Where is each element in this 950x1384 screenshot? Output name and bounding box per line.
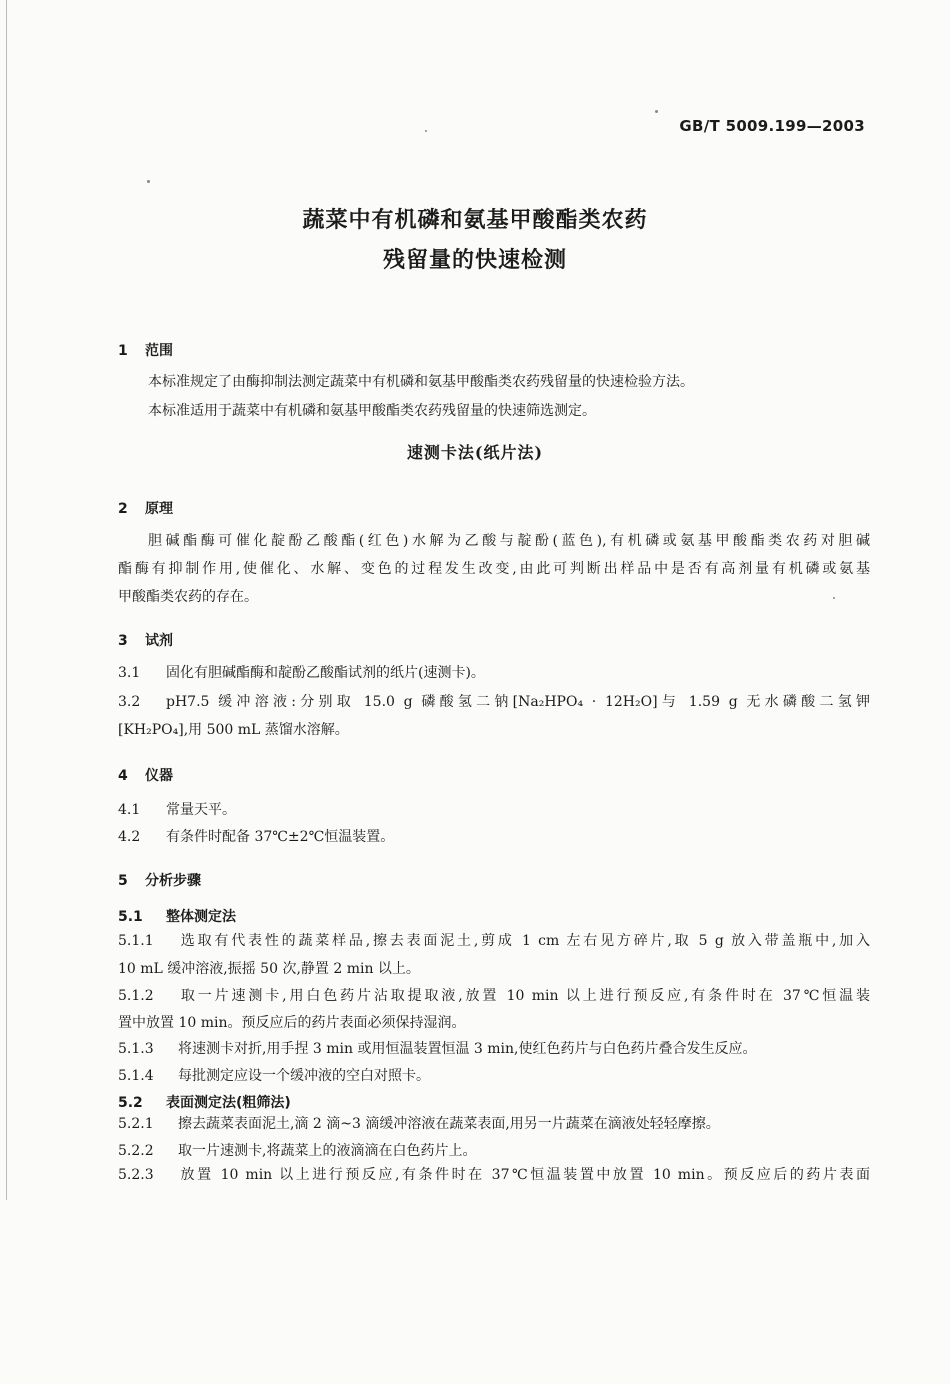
principle-line-1: 胆碱酯酶可催化靛酚乙酸酯(红色)水解为乙酸与靛酚(蓝色),有机磷或氨基甲酸酯类农药对胆碱 (148, 533, 870, 549)
clause-5-2-3 (118, 1165, 870, 1185)
section-title: 原理 (145, 501, 173, 517)
standard-number: GB/T 5009.199—2003 (679, 117, 865, 135)
scan-speck (833, 597, 835, 599)
clause-number: 5.1.1 (118, 933, 154, 949)
document-title-line1: 蔬菜中有机磷和氨基甲酸酯类农药 (302, 208, 648, 233)
clause-5-1-3 (118, 1039, 757, 1059)
clause-5-1-1-line-2: 10 mL 缓冲溶液,振摇 50 次,静置 2 min 以上。 (118, 961, 420, 977)
section-title: 分析步骤 (145, 873, 201, 889)
clause-3-1 (118, 663, 485, 683)
section-number: 3 (118, 633, 128, 649)
scan-edge-line (6, 0, 7, 1200)
clause-4-1 (118, 800, 236, 820)
clause-text: pH7.5 缓冲溶液:分别取 15.0 g 磷酸氢二钠[Na₂HPO₄ · 12H₂O]与 1.59 g 无水磷酸二氢钾 (166, 694, 870, 710)
clause-5-2-1 (118, 1114, 720, 1134)
section-3-heading (118, 630, 173, 650)
clause-number: 5.1 (118, 909, 143, 925)
clause-number: 4.1 (118, 802, 141, 818)
clause-text: 整体测定法 (166, 909, 236, 925)
document-title-line2: 残留量的快速检测 (382, 248, 567, 273)
clause-number: 5.2.1 (118, 1116, 154, 1132)
section-number: 1 (118, 343, 128, 359)
clause-number: 3.1 (118, 665, 141, 681)
clause-text: 放置 10 min 以上进行预反应,有条件时在 37℃恒温装置中放置 10 min。预反应后的药片表面 (178, 1167, 870, 1183)
clause-text: 常量天平。 (166, 802, 236, 818)
clause-number: 5.1.3 (118, 1041, 154, 1057)
section-number: 4 (118, 768, 128, 784)
clause-text: 取一片速测卡,将蔬菜上的液滴滴在白色药片上。 (178, 1143, 477, 1159)
method-title: 速测卡法(纸片法) (406, 443, 544, 462)
clause-3-2-line-2: [KH₂PO₄],用 500 mL 蒸馏水溶解。 (118, 722, 349, 738)
clause-text: 将速测卡对折,用手捏 3 min 或用恒温装置恒温 3 min,使红色药片与白色药片叠合发生反应。 (178, 1041, 757, 1057)
scan-speck (147, 180, 150, 183)
clause-number: 3.2 (118, 694, 141, 710)
section-1-heading (118, 340, 173, 360)
clause-5-1-4 (118, 1066, 430, 1086)
scope-paragraph-2: 本标准适用于蔬菜中有机磷和氨基甲酸酯类农药残留量的快速筛选测定。 (148, 403, 596, 419)
clause-5-1 (118, 907, 236, 927)
clause-text: 每批测定应设一个缓冲液的空白对照卡。 (178, 1068, 430, 1084)
clause-text: 选取有代表性的蔬菜样品,擦去表面泥土,剪成 1 cm 左右见方碎片,取 5 g 放入带盖瓶中,加入 (178, 933, 870, 949)
section-2-heading (118, 498, 173, 518)
section-title: 范围 (145, 343, 173, 359)
scan-speck (655, 110, 658, 113)
clause-number: 5.2.3 (118, 1167, 154, 1183)
scan-speck (425, 130, 427, 132)
section-number: 2 (118, 501, 128, 517)
clause-number: 5.1.4 (118, 1068, 154, 1084)
clause-number: 5.2 (118, 1095, 143, 1111)
section-5-heading (118, 870, 201, 890)
clause-5-2 (118, 1093, 291, 1113)
clause-text: 表面测定法(粗筛法) (166, 1095, 291, 1111)
section-4-heading (118, 765, 173, 785)
clause-number: 5.1.2 (118, 988, 154, 1004)
clause-text: 有条件时配备 37℃±2℃恒温装置。 (166, 829, 395, 845)
section-number: 5 (118, 873, 128, 889)
principle-line-2: 酯酶有抑制作用,使催化、水解、变色的过程发生改变,由此可判断出样品中是否有高剂量有机磷或氨基 (118, 561, 870, 577)
scope-paragraph-1: 本标准规定了由酶抑制法测定蔬菜中有机磷和氨基甲酸酯类农药残留量的快速检验方法。 (148, 374, 694, 390)
clause-5-1-2-line-2: 置中放置 10 min。预反应后的药片表面必须保持湿润。 (118, 1015, 466, 1031)
clause-3-2-line-1 (118, 692, 870, 712)
principle-line-3: 甲酸酯类农药的存在。 (118, 589, 258, 605)
clause-number: 4.2 (118, 829, 141, 845)
clause-text: 擦去蔬菜表面泥土,滴 2 滴~3 滴缓冲溶液在蔬菜表面,用另一片蔬菜在滴液处轻轻摩擦。 (178, 1116, 720, 1132)
clause-5-1-2-line-1 (118, 986, 870, 1006)
clause-5-2-2 (118, 1141, 476, 1161)
section-title: 试剂 (145, 633, 173, 649)
clause-text: 取一片速测卡,用白色药片沾取提取液,放置 10 min 以上进行预反应,有条件时在 37℃恒温装 (178, 988, 870, 1004)
clause-number: 5.2.2 (118, 1143, 154, 1159)
clause-4-2 (118, 827, 394, 847)
clause-5-1-1-line-1 (118, 931, 870, 951)
clause-text: 固化有胆碱酯酶和靛酚乙酸酯试剂的纸片(速测卡)。 (166, 665, 485, 681)
section-title: 仪器 (145, 768, 173, 784)
